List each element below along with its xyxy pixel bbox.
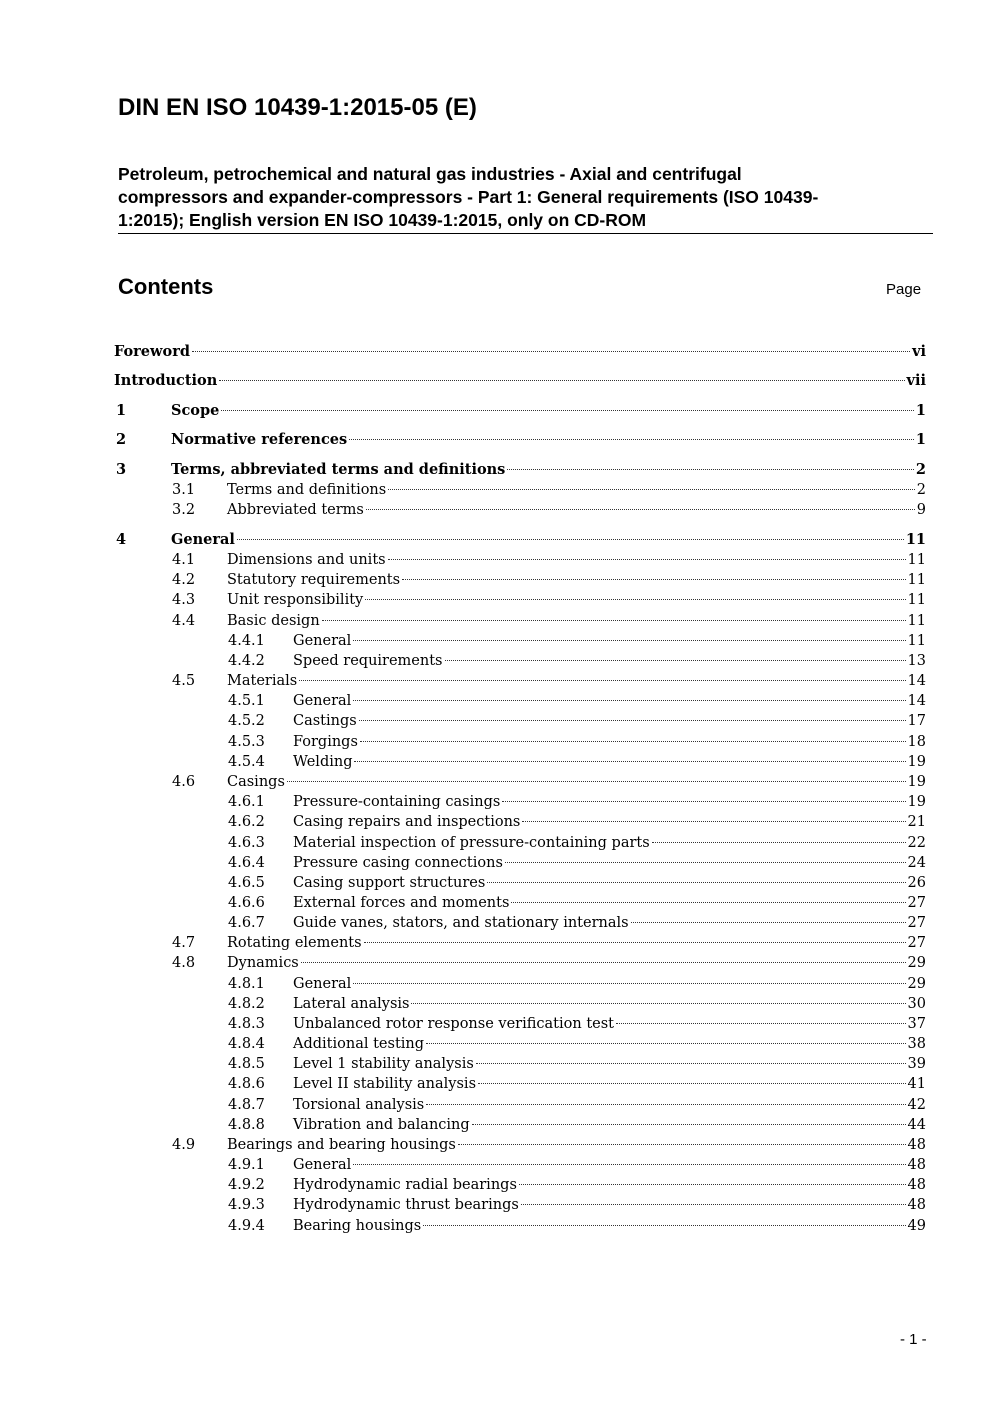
toc-entry-title: Forgings <box>293 734 358 750</box>
toc-entry-line <box>227 671 926 691</box>
toc-entry-number: 3.2 <box>172 502 196 518</box>
toc-entry[interactable] <box>114 1175 926 1195</box>
dot-leader <box>388 559 906 560</box>
dot-leader <box>360 741 906 742</box>
toc-entry-number: 4.2 <box>172 572 196 588</box>
toc-entry[interactable] <box>114 1155 926 1175</box>
toc-entry-number: 4.9.1 <box>228 1157 265 1173</box>
toc-entry[interactable] <box>114 500 926 520</box>
toc-entry[interactable] <box>114 1115 926 1135</box>
toc-entry-number: 4.9.2 <box>228 1177 265 1193</box>
dot-leader <box>237 539 904 540</box>
toc-entry-page: 27 <box>907 895 926 911</box>
toc-entry-line <box>114 342 926 362</box>
dot-leader <box>219 380 904 381</box>
toc-entry-page: 29 <box>907 976 926 992</box>
toc-entry-number: 4.6.7 <box>228 915 265 931</box>
toc-entry[interactable] <box>114 933 926 953</box>
toc-entry-page: 42 <box>907 1097 926 1113</box>
toc-entry-line <box>293 732 926 752</box>
toc-entry-title: Normative references <box>171 431 348 448</box>
toc-entry-page: 44 <box>907 1117 926 1133</box>
toc-entry-title: Introduction <box>114 372 218 389</box>
toc-entry-line <box>171 401 926 421</box>
toc-entry-number: 4.1 <box>172 552 196 568</box>
toc-entry[interactable] <box>114 853 926 873</box>
toc-entry[interactable] <box>114 691 926 711</box>
dot-leader <box>192 351 910 352</box>
dot-leader <box>521 1204 906 1205</box>
dot-leader <box>476 1063 906 1064</box>
toc-entry-number: 4.8.1 <box>228 976 265 992</box>
toc-entry-number: 4.5.3 <box>228 734 265 750</box>
toc-entry-page: 21 <box>907 814 926 830</box>
dot-leader <box>631 922 906 923</box>
toc-entry-line <box>293 1014 926 1034</box>
toc-entry-title: Bearings and bearing housings <box>227 1137 456 1153</box>
toc-entry[interactable] <box>114 530 926 550</box>
toc-entry-title: Casing support structures <box>293 875 486 891</box>
toc-entry-page: 1 <box>915 402 926 419</box>
toc-entry-line <box>293 1034 926 1054</box>
toc-entry-line <box>293 994 926 1014</box>
toc-entry-title: Level 1 stability analysis <box>293 1056 474 1072</box>
toc-entry-page: 27 <box>907 935 926 951</box>
toc-entry-number: 4.8.6 <box>228 1076 265 1092</box>
toc-entry-line <box>293 1074 926 1094</box>
toc-entry-title: External forces and moments <box>293 895 510 911</box>
toc-entry-page: 11 <box>907 592 926 608</box>
dot-leader <box>388 489 915 490</box>
toc-entry-page: 29 <box>907 955 926 971</box>
toc-entry-number: 4.8 <box>172 955 196 971</box>
toc-entry-line <box>171 460 926 480</box>
toc-entry-number: 4.3 <box>172 592 196 608</box>
toc-entry-title: Abbreviated terms <box>227 502 364 518</box>
toc-entry-title: Speed requirements <box>293 653 443 669</box>
toc-entry[interactable] <box>114 812 926 832</box>
toc-entry-number: 4.4.1 <box>228 633 265 649</box>
subtitle-line: 1:2015); English version EN ISO 10439-1:2015, only on CD-ROM <box>118 210 647 230</box>
toc-entry-number: 4.9.3 <box>228 1197 265 1213</box>
dot-leader <box>426 1043 906 1044</box>
toc-entry-page: 11 <box>907 552 926 568</box>
toc-entry-number: 4.8.4 <box>228 1036 265 1052</box>
toc-entry-number: 2 <box>116 431 127 448</box>
dot-leader <box>502 801 905 802</box>
toc-entry-number: 4.8.3 <box>228 1016 265 1032</box>
toc-entry-line <box>293 752 926 772</box>
toc-entry-line <box>293 691 926 711</box>
toc-entry[interactable] <box>114 792 926 812</box>
dot-leader <box>366 509 915 510</box>
dot-leader <box>365 599 905 600</box>
dot-leader <box>511 902 905 903</box>
toc-entry-page: vii <box>906 372 926 389</box>
toc-entry-title: Materials <box>227 673 298 689</box>
toc-entry-number: 1 <box>116 402 127 419</box>
toc-entry-title: Statutory requirements <box>227 572 401 588</box>
toc-entry-title: Welding <box>293 754 353 770</box>
toc-entry[interactable] <box>114 342 926 362</box>
dot-leader <box>652 842 906 843</box>
toc-entry-title: Terms, abbreviated terms and definitions <box>171 461 506 478</box>
toc-entry-title: Torsional analysis <box>293 1097 425 1113</box>
dot-leader <box>353 1164 905 1165</box>
toc-entry-line <box>293 1095 926 1115</box>
toc-entry[interactable] <box>114 590 926 610</box>
toc-entry-page: 48 <box>907 1177 926 1193</box>
toc-entry-title: Hydrodynamic radial bearings <box>293 1177 517 1193</box>
dot-leader <box>299 680 905 681</box>
toc-entry-line <box>293 711 926 731</box>
toc-entry-line <box>293 1115 926 1135</box>
toc-entry-number: 3 <box>116 461 127 478</box>
dot-leader <box>364 942 906 943</box>
toc-entry-line <box>293 893 926 913</box>
toc-entry-title: Pressure-containing casings <box>293 794 501 810</box>
toc-entry-title: Dimensions and units <box>227 552 386 568</box>
toc-entry[interactable] <box>114 401 926 421</box>
toc-entry[interactable] <box>114 873 926 893</box>
toc-entry-page: 2 <box>915 461 926 478</box>
toc-entry-number: 4.6 <box>172 774 196 790</box>
toc-entry[interactable] <box>114 974 926 994</box>
toc-entry-title: Casing repairs and inspections <box>293 814 521 830</box>
toc-entry[interactable] <box>114 772 926 792</box>
dot-leader <box>221 410 914 411</box>
toc-entry[interactable] <box>114 480 926 500</box>
toc-entry-page: 22 <box>907 835 926 851</box>
toc-entry-number: 4.8.7 <box>228 1097 265 1113</box>
toc-entry-page: 11 <box>905 531 926 548</box>
dot-leader <box>354 761 905 762</box>
toc-entry[interactable] <box>114 893 926 913</box>
toc-entry[interactable] <box>114 371 926 391</box>
toc-entry-number: 4.6.5 <box>228 875 265 891</box>
toc-entry-line <box>114 371 926 391</box>
toc-entry-title: Foreword <box>114 343 190 360</box>
dot-leader <box>359 720 906 721</box>
toc-entry-title: Bearing housings <box>293 1218 422 1234</box>
toc-entry-page: 11 <box>907 633 926 649</box>
toc-entry-page: 39 <box>907 1056 926 1072</box>
dot-leader <box>522 821 905 822</box>
toc-entry-line <box>227 590 926 610</box>
toc-entry-page: 48 <box>907 1157 926 1173</box>
toc-entry-title: Dynamics <box>227 955 299 971</box>
toc-entry-line <box>171 530 926 550</box>
toc-entry-line <box>293 1155 926 1175</box>
toc-entry-number: 4.8.5 <box>228 1056 265 1072</box>
toc-entry-title: Scope <box>171 402 220 419</box>
toc-entry-line <box>293 1216 926 1236</box>
dot-leader <box>349 439 914 440</box>
toc-entry-line <box>227 500 926 520</box>
toc-entry-line <box>293 873 926 893</box>
toc-entry[interactable] <box>114 732 926 752</box>
toc-entry-page: 24 <box>907 855 926 871</box>
toc-entry-line <box>293 1054 926 1074</box>
toc-entry-page: 11 <box>907 613 926 629</box>
toc-entry-line <box>293 853 926 873</box>
toc-entry-line <box>227 772 926 792</box>
toc-entry-line <box>293 833 926 853</box>
dot-leader <box>301 962 906 963</box>
toc-entry-title: Rotating elements <box>227 935 362 951</box>
toc-entry-line <box>227 550 926 570</box>
toc-entry[interactable] <box>114 1034 926 1054</box>
toc-entry-title: Unbalanced rotor response verification test <box>293 1016 614 1032</box>
toc-entry-title: Basic design <box>227 613 320 629</box>
toc-entry-number: 4.5.1 <box>228 693 265 709</box>
dot-leader <box>519 1184 906 1185</box>
dot-leader <box>353 983 905 984</box>
toc-entry[interactable] <box>114 1216 926 1236</box>
page-number: - 1 - <box>900 1331 927 1348</box>
toc-entry-line <box>293 1175 926 1195</box>
dot-leader <box>402 579 905 580</box>
toc-entry-title: Castings <box>293 713 357 729</box>
toc-entry-page: 30 <box>907 996 926 1012</box>
toc-entry-line <box>227 480 926 500</box>
toc-entry[interactable] <box>114 550 926 570</box>
toc-entry-page: 14 <box>907 673 926 689</box>
toc-entry[interactable] <box>114 913 926 933</box>
toc-entry[interactable] <box>114 833 926 853</box>
dot-leader <box>423 1225 905 1226</box>
toc-entry[interactable] <box>114 711 926 731</box>
toc-entry-line <box>227 933 926 953</box>
toc-entry-page: 13 <box>907 653 926 669</box>
toc-entry-line <box>227 570 926 590</box>
toc-entry-line <box>293 974 926 994</box>
subtitle-line: compressors and expander-compressors - Part 1: General requirements (ISO 10439- <box>118 187 819 207</box>
toc-entry-page: 19 <box>907 774 926 790</box>
toc-entry-title: General <box>293 693 352 709</box>
toc-entry-title: Lateral analysis <box>293 996 410 1012</box>
toc-entry-title: Unit responsibility <box>227 592 364 608</box>
toc-entry-page: vi <box>912 343 926 360</box>
toc-entry-page: 49 <box>907 1218 926 1234</box>
toc-entry-line <box>227 1135 926 1155</box>
toc-entry-title: Casings <box>227 774 285 790</box>
toc-entry-page: 27 <box>907 915 926 931</box>
toc-entry-page: 37 <box>907 1016 926 1032</box>
toc-entry-title: General <box>293 633 352 649</box>
toc-entry-page: 14 <box>907 693 926 709</box>
contents-heading: Contents <box>118 274 214 299</box>
toc-entry-line <box>227 611 926 631</box>
toc-entry-title: General <box>293 1157 352 1173</box>
dot-leader <box>322 620 906 621</box>
page-column-label: Page <box>886 281 922 298</box>
toc-entry-page: 11 <box>907 572 926 588</box>
toc-entry-line <box>227 953 926 973</box>
toc-entry-line <box>171 430 926 450</box>
toc-entry-number: 4.8.8 <box>228 1117 265 1133</box>
toc-entry-number: 3.1 <box>172 482 196 498</box>
dot-leader <box>353 700 905 701</box>
toc-entry[interactable] <box>114 611 926 631</box>
toc-entry[interactable] <box>114 1074 926 1094</box>
toc-entry-page: 19 <box>907 794 926 810</box>
toc-entry[interactable] <box>114 460 926 480</box>
toc-entry[interactable] <box>114 953 926 973</box>
toc-entry-line <box>293 631 926 651</box>
toc-entry-title: Guide vanes, stators, and stationary internals <box>293 915 629 931</box>
toc-entry[interactable] <box>114 1054 926 1074</box>
toc-entry-title: Terms and definitions <box>227 482 387 498</box>
toc-entry-number: 4.4.2 <box>228 653 265 669</box>
toc-entry-page: 26 <box>907 875 926 891</box>
toc-entry-number: 4.9.4 <box>228 1218 265 1234</box>
toc-entry-title: Pressure casing connections <box>293 855 503 871</box>
toc-entry-title: Hydrodynamic thrust bearings <box>293 1197 519 1213</box>
toc-entry-number: 4.8.2 <box>228 996 265 1012</box>
toc-entry-page: 2 <box>916 482 926 498</box>
dot-leader <box>478 1083 906 1084</box>
toc-entry-line <box>293 651 926 671</box>
dot-leader <box>426 1104 905 1105</box>
toc-entry-page: 17 <box>907 713 926 729</box>
dot-leader <box>472 1124 906 1125</box>
toc-entry[interactable] <box>114 1095 926 1115</box>
toc-entry[interactable] <box>114 752 926 772</box>
toc-entry-title: General <box>171 531 235 548</box>
toc-entry[interactable] <box>114 1195 926 1215</box>
toc-entry-line <box>293 913 926 933</box>
dot-leader <box>445 660 906 661</box>
toc-entry[interactable] <box>114 1014 926 1034</box>
toc-entry-page: 1 <box>915 431 926 448</box>
toc-entry-number: 4.9 <box>172 1137 196 1153</box>
toc-entry-page: 9 <box>916 502 926 518</box>
toc-entry-title: Additional testing <box>293 1036 425 1052</box>
toc-entry[interactable] <box>114 671 926 691</box>
toc-entry-page: 48 <box>907 1197 926 1213</box>
toc-entry-number: 4.5 <box>172 673 196 689</box>
toc-entry[interactable] <box>114 1135 926 1155</box>
toc-entry-number: 4.6.4 <box>228 855 265 871</box>
dot-leader <box>507 469 914 470</box>
toc-entry-number: 4.6.6 <box>228 895 265 911</box>
toc-entry-title: General <box>293 976 352 992</box>
toc-entry-title: Vibration and balancing <box>293 1117 470 1133</box>
toc-entry-title: Material inspection of pressure-containing parts <box>293 835 650 851</box>
toc-entry-number: 4.6.1 <box>228 794 265 810</box>
dot-leader <box>458 1144 906 1145</box>
toc-entry[interactable] <box>114 994 926 1014</box>
toc-entry-page: 18 <box>907 734 926 750</box>
toc-entry-number: 4.5.2 <box>228 713 265 729</box>
subtitle-line: Petroleum, petrochemical and natural gas industries - Axial and centrifugal <box>118 164 742 184</box>
toc-entry-number: 4.4 <box>172 613 196 629</box>
dot-leader <box>487 882 905 883</box>
dot-leader <box>287 781 906 782</box>
toc-entry[interactable] <box>114 570 926 590</box>
toc-entry[interactable] <box>114 631 926 651</box>
toc-entry-number: 4.6.2 <box>228 814 265 830</box>
dot-leader <box>353 640 905 641</box>
toc-entry[interactable] <box>114 430 926 450</box>
document-title: DIN EN ISO 10439-1:2015-05 (E) <box>118 94 477 121</box>
dot-leader <box>411 1003 905 1004</box>
toc-entry-title: Level II stability analysis <box>293 1076 477 1092</box>
toc-entry-line <box>293 812 926 832</box>
toc-entry-number: 4.6.3 <box>228 835 265 851</box>
toc-entry-page: 41 <box>907 1076 926 1092</box>
toc-entry-number: 4 <box>116 531 127 548</box>
dot-leader <box>505 862 906 863</box>
toc-entry-line <box>293 1195 926 1215</box>
toc-entry-page: 19 <box>907 754 926 770</box>
toc-entry-number: 4.5.4 <box>228 754 265 770</box>
toc-entry-page: 48 <box>907 1137 926 1153</box>
dot-leader <box>616 1023 906 1024</box>
toc-entry[interactable] <box>114 651 926 671</box>
toc-entry-line <box>293 792 926 812</box>
toc-entry-number: 4.7 <box>172 935 196 951</box>
toc-entry-page: 38 <box>907 1036 926 1052</box>
